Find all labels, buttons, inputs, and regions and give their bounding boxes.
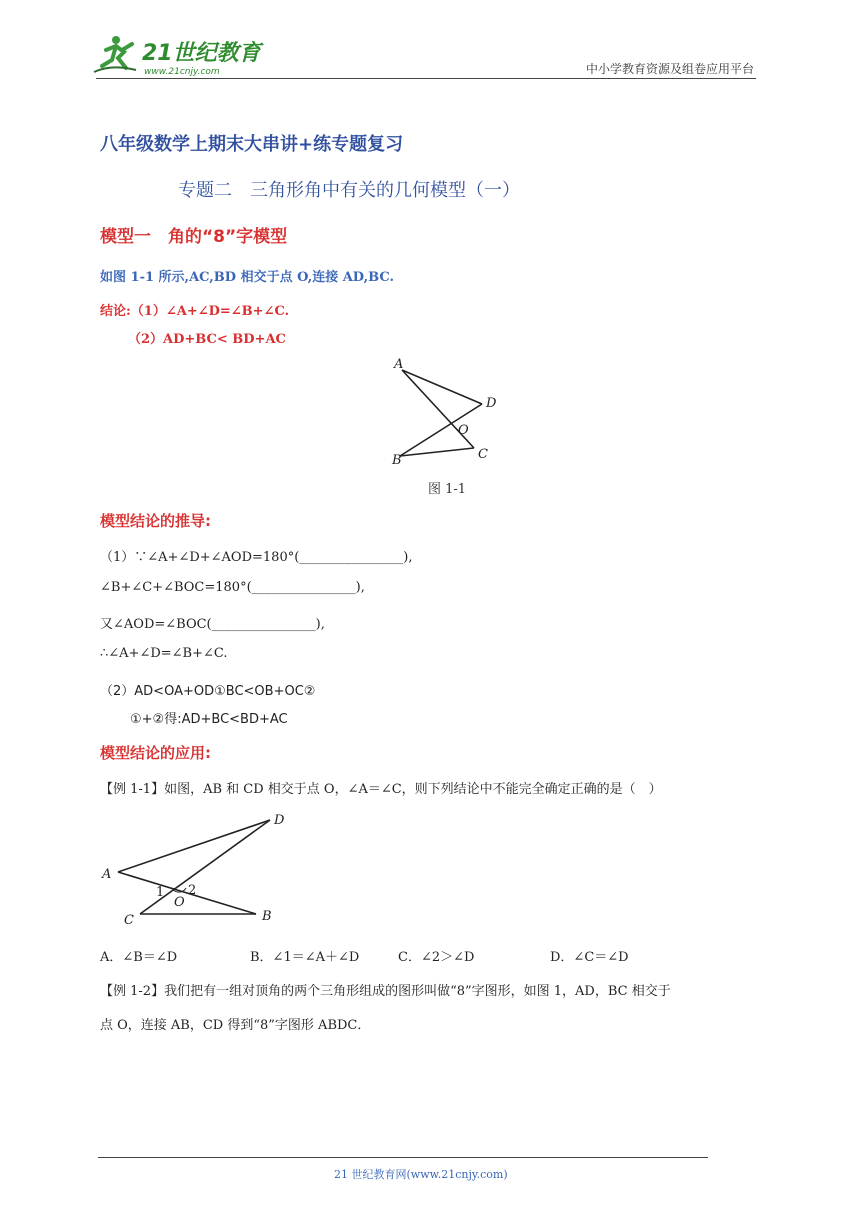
logo-text: 21世纪教育 [142,41,261,66]
ex1-label-1: 1 [156,885,165,900]
logo-url: www.21cnjy.com [144,67,220,77]
ex1-label-2: 2 [188,883,197,898]
footer-divider [98,1157,708,1158]
fig1-label-c: C [478,447,488,462]
runner-icon [94,36,136,72]
figure-example-1-1 [98,808,288,928]
ex1-label-a: A [102,867,112,882]
derivation-heading: 模型结论的推导: [100,512,211,530]
derivation-line-6: ①+②得:AD+BC<BD+AC [130,712,288,727]
fig1-label-a: A [394,357,404,372]
page-title: 八年级数学上期末大串讲+练专题复习 [100,134,404,155]
derivation-line-5: （2）AD<OA+OD①BC<OB+OC② [100,684,316,699]
example-1-2-line-1: 【例 1-2】我们把有一组对顶角的两个三角形组成的图形叫做“8”字图形，如图 1，AD，BC 相交于 [100,984,671,999]
example-1-2-line-2: 点 O，连接 AB，CD 得到“8”字图形 ABDC． [100,1018,371,1033]
fig1-label-b: B [392,453,402,468]
model1-intro: 如图 1-1 所示,AC,BD 相交于点 O,连接 AD,BC. [100,270,395,285]
fig1-label-o: O [458,423,469,438]
header-divider [96,78,756,79]
ex1-label-o: O [174,895,185,910]
model1-heading: 模型一 角的“8”字模型 [100,227,288,247]
header-platform-text: 中小学教育资源及组卷应用平台 [585,62,754,76]
option-b: B．∠1＝∠A＋∠D [250,950,360,965]
application-heading: 模型结论的应用: [100,744,211,762]
page-subtitle: 专题二 三角形角中有关的几何模型（一） [178,180,520,201]
fig1-label-d: D [486,396,497,411]
site-logo [92,30,272,78]
figure-1-1-caption: 图 1-1 [428,482,467,497]
ex1-label-d: D [274,813,285,828]
option-d: D．∠C＝∠D [550,950,629,965]
ex1-label-c: C [124,913,134,928]
conclusion-2: （2）AD+BC< BD+AC [128,332,286,347]
conclusion-1: 结论:（1）∠A+∠D=∠B+∠C. [100,304,290,319]
derivation-line-2: ∠B+∠C+∠BOC=180°(________________), [100,580,365,595]
example-1-1-text: 【例 1-1】如图，AB 和 CD 相交于点 O，∠A＝∠C，则下列结论中不能完全确定正确的是（ ） [100,782,662,797]
derivation-line-3: 又∠AOD=∠BOC(________________), [100,617,325,632]
derivation-line-1: （1）∵∠A+∠D+∠AOD=180°(________________), [100,550,413,565]
ex1-label-b: B [262,909,272,924]
figure-1-1 [380,352,510,472]
option-a: A．∠B＝∠D [100,950,178,965]
footer-text: 21 世纪教育网(www.21cnjy.com) [334,1168,508,1181]
option-c: C．∠2＞∠D [398,950,475,965]
derivation-line-4: ∴∠A+∠D=∠B+∠C. [100,646,228,661]
